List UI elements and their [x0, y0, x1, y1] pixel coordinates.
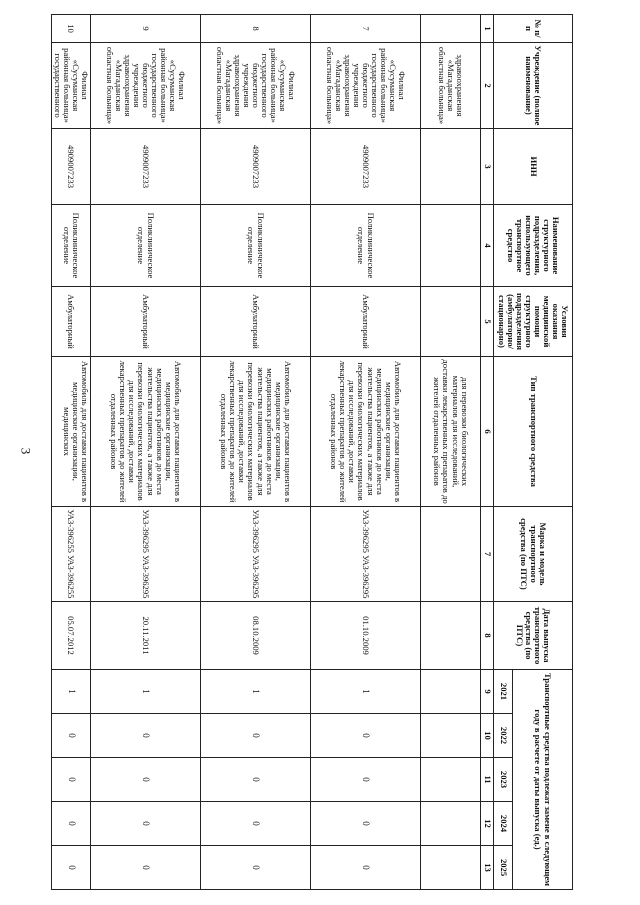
cell-release-date: 20.11.2011 — [91, 602, 201, 670]
header-year: 2022 — [494, 714, 513, 758]
cell-release-date: 05.07.2012 — [51, 602, 90, 670]
cell-value: 0 — [91, 802, 201, 846]
column-number: 8 — [481, 602, 494, 670]
cell-num: 9 — [91, 15, 201, 43]
cell-inn: 4909007233 — [311, 129, 421, 205]
column-number: 9 — [481, 670, 494, 714]
cell-institution: Филиал «Сусуманская районная больница» государственного бюджетного учреждения здравоохранения «Магаданская областная больница» — [91, 43, 201, 129]
cell-num: 8 — [201, 15, 311, 43]
column-number: 10 — [481, 714, 494, 758]
cell-vehicle-type: Автомобиль для доставки пациентов в медицинские организации, медицинских работников до места жительства пациентов, а также для перевозки биологических материалов для исследований, доставки лекарственных препаратов до жителей отдаленных районов — [201, 357, 311, 507]
column-number: 1 — [481, 15, 494, 43]
cell-brand-model: УАЗ-396255 УАЗ-396255 — [51, 507, 90, 602]
table-row — [421, 15, 481, 890]
cell-value: 0 — [51, 802, 90, 846]
cell-value: 0 — [201, 846, 311, 890]
cell-institution: здравоохранения «Магаданская областная больница» — [421, 43, 481, 129]
cell-subdivision: Поликлиническое отделение — [91, 205, 201, 287]
vehicle-replacement-table — [51, 14, 573, 890]
column-number: 7 — [481, 507, 494, 602]
page-number: 3 — [18, 447, 34, 455]
cell-value: 0 — [201, 714, 311, 758]
cell-value — [421, 846, 481, 890]
column-number: 11 — [481, 758, 494, 802]
cell-conditions: Амбулаторный — [311, 287, 421, 357]
header-inn: ИНН — [494, 129, 573, 205]
cell-release-date — [421, 602, 481, 670]
header-year: 2023 — [494, 758, 513, 802]
cell-conditions: Амбулаторный — [91, 287, 201, 357]
cell-value: 1 — [91, 670, 201, 714]
column-number: 2 — [481, 43, 494, 129]
cell-subdivision: Поликлиническое отделение — [311, 205, 421, 287]
cell-release-date: 08.10.2009 — [201, 602, 311, 670]
cell-value: 0 — [311, 758, 421, 802]
table-row — [91, 15, 201, 890]
header-brand-model: Марка и модель транспортного средства (по ПТС) — [494, 507, 573, 602]
column-number: 13 — [481, 846, 494, 890]
header-conditions: Условия оказания медицинской помощи структурного подразделения (амбулаторно/ стационарно) — [494, 287, 573, 357]
column-number: 12 — [481, 802, 494, 846]
cell-value: 0 — [311, 714, 421, 758]
cell-inn — [421, 129, 481, 205]
header-institution: Учреждение (полное наименование) — [494, 43, 573, 129]
cell-brand-model: УАЗ-396295 УАЗ-396295 — [201, 507, 311, 602]
cell-conditions — [421, 287, 481, 357]
cell-value: 1 — [51, 670, 90, 714]
cell-value: 0 — [51, 846, 90, 890]
cell-num — [421, 15, 481, 43]
header-subdivision: Наименование структурного подразделения, использующего транспортное средство — [494, 205, 573, 287]
cell-subdivision: Поликлиническое отделение — [51, 205, 90, 287]
cell-value: 0 — [201, 758, 311, 802]
cell-value: 0 — [51, 714, 90, 758]
cell-institution: Филиал «Сусуманская районная больница» государственного — [51, 43, 90, 129]
cell-inn: 4909007233 — [91, 129, 201, 205]
cell-vehicle-type: Автомобиль для доставки пациентов в медицинские организации, медицинских работников до места жительства пациентов, а также для перевозки биологических материалов для исследований, доставки лекарственных препаратов до жителей отдаленных районов — [91, 357, 201, 507]
cell-value — [421, 670, 481, 714]
cell-value: 0 — [91, 846, 201, 890]
cell-value: 0 — [311, 802, 421, 846]
cell-vehicle-type: Автомобиль для доставки пациентов в медицинские организации, медицинских работников до места жительства пациентов, а также для перевозки биологических материалов для исследований, доставки лекарственных препаратов до жителей отдаленных районов — [311, 357, 421, 507]
table-row — [311, 15, 421, 890]
column-number: 5 — [481, 287, 494, 357]
cell-vehicle-type: Автомобиль для доставки пациентов в медицинские организации, медицинских — [51, 357, 90, 507]
cell-brand-model: УАЗ-396295 УАЗ-396295 — [311, 507, 421, 602]
cell-value: 1 — [201, 670, 311, 714]
cell-brand-model: УАЗ-396295 УАЗ-396295 — [91, 507, 201, 602]
header-replacement: Транспортные средства подлежат замене в следующем году в расчете от даты выпуска (ед.) — [513, 670, 573, 890]
cell-inn: 4909007233 — [201, 129, 311, 205]
table-row — [201, 15, 311, 890]
header-num: № п/п — [494, 15, 573, 43]
cell-institution: Филиал «Сусуманская районная больница» государственного бюджетного учреждения здравоохранения «Магаданская областная больница» — [311, 43, 421, 129]
cell-value: 0 — [51, 758, 90, 802]
cell-value: 0 — [91, 758, 201, 802]
cell-release-date: 01.10.2009 — [311, 602, 421, 670]
cell-brand-model — [421, 507, 481, 602]
cell-value — [421, 714, 481, 758]
header-year: 2024 — [494, 802, 513, 846]
header-vehicle-type: Тип транспортного средства — [494, 357, 573, 507]
rotated-table-container — [52, 14, 573, 889]
cell-value: 0 — [311, 846, 421, 890]
cell-value — [421, 758, 481, 802]
cell-vehicle-type: для перевозки биологических материалов для исследований, доставки лекарственных препаратов до жителей отдаленных районов — [421, 357, 481, 507]
cell-institution: Филиал «Сусуманская районная больница» государственного бюджетного учреждения здравоохранения «Магаданская областная больница» — [201, 43, 311, 129]
column-number-row — [481, 15, 494, 890]
cell-value: 0 — [201, 802, 311, 846]
cell-value — [421, 802, 481, 846]
column-number: 4 — [481, 205, 494, 287]
cell-conditions: Амбулаторный — [51, 287, 90, 357]
header-year: 2021 — [494, 670, 513, 714]
column-number: 6 — [481, 357, 494, 507]
table-row — [51, 15, 90, 890]
header-year: 2025 — [494, 846, 513, 890]
cell-conditions: Амбулаторный — [201, 287, 311, 357]
cell-num: 7 — [311, 15, 421, 43]
cell-inn: 4909007233 — [51, 129, 90, 205]
column-number: 3 — [481, 129, 494, 205]
header-release-date: Дата выпуска транспортного средства (по ПТС) — [494, 602, 573, 670]
cell-value: 1 — [311, 670, 421, 714]
cell-num: 10 — [51, 15, 90, 43]
cell-subdivision — [421, 205, 481, 287]
cell-subdivision: Поликлиническое отделение — [201, 205, 311, 287]
cell-value: 0 — [91, 714, 201, 758]
